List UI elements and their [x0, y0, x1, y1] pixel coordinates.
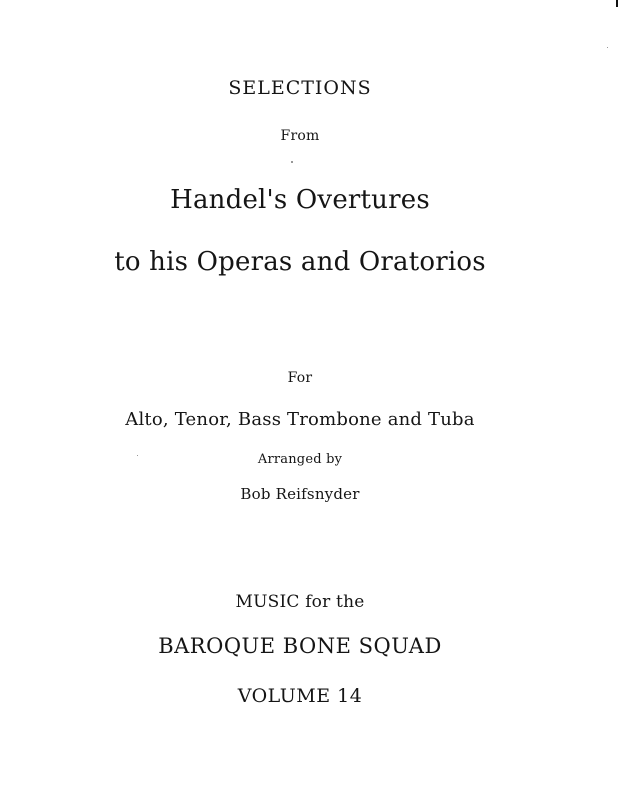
scan-speck — [607, 47, 608, 48]
selections-heading: SELECTIONS — [228, 77, 372, 99]
for-label: For — [287, 370, 313, 386]
title-line-2: to his Operas and Oratorios — [114, 247, 486, 277]
title-line-1: Handel's Overtures — [170, 185, 430, 215]
series-name: BAROQUE BONE SQUAD — [158, 634, 442, 658]
from-label: From — [280, 128, 320, 144]
arranged-by-label: Arranged by — [257, 452, 343, 467]
arranger-name: Bob Reifsnyder — [240, 485, 360, 503]
instrumentation: Alto, Tenor, Bass Trombone and Tuba — [125, 409, 475, 430]
volume-label: VOLUME 14 — [237, 685, 363, 707]
series-line: MUSIC for the — [235, 592, 365, 612]
scan-speck — [291, 161, 293, 163]
